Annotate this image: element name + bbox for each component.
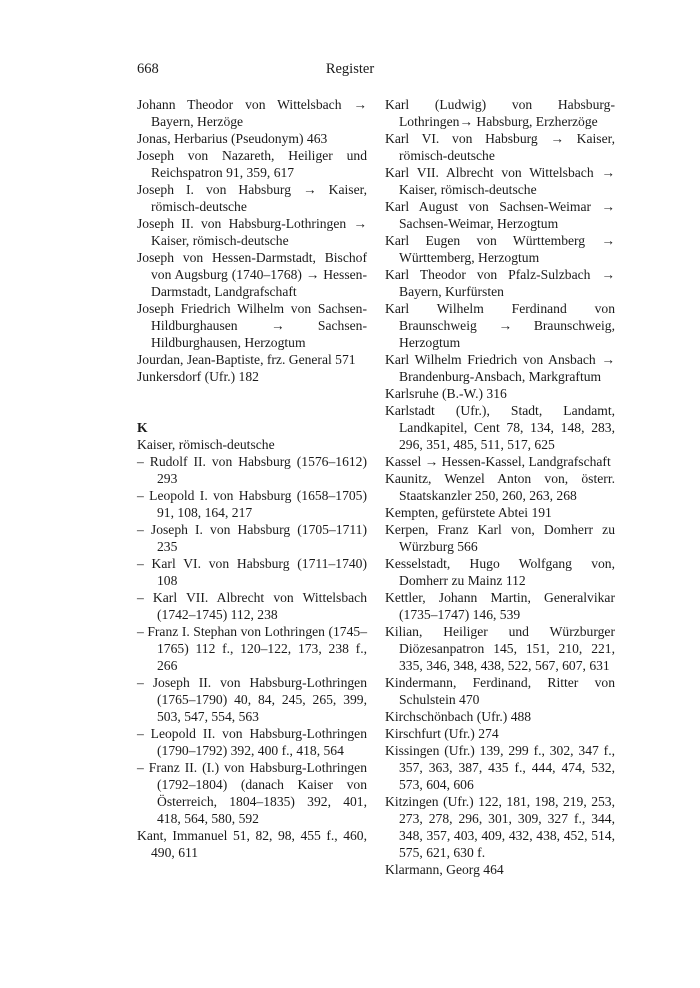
index-entry: Karl VII. Albrecht von Wittelsbach → Kaiser, römisch-deutsche xyxy=(385,165,615,197)
index-entry: Jourdan, Jean-Baptiste, frz. General 571 xyxy=(137,352,356,367)
index-entry: Karl Wilhelm Friedrich von Ansbach → Brandenburg-Ansbach, Markgraftum xyxy=(385,352,615,384)
index-entry: Kitzingen (Ufr.) 122, 181, 198, 219, 253, 273, 278, 296, 301, 309, 327 f., 344, 348, 357, 403, 409, 432, 438, 452, 514, 575, 621, 630 f. xyxy=(385,794,615,860)
page-number: 668 xyxy=(137,61,159,77)
index-entry: Jonas, Herbarius (Pseudonym) 463 xyxy=(137,131,328,146)
index-entry: Karl Wilhelm Ferdinand von Braunschweig → Braunschweig, Herzogtum xyxy=(385,301,615,350)
index-subentry: – Joseph I. von Habsburg (1705–1711) 235 xyxy=(137,522,367,554)
index-entry: Kant, Immanuel 51, 82, 98, 455 f., 460, 490, 611 xyxy=(137,828,367,860)
index-entry: Karlstadt (Ufr.), Stadt, Landamt, Landkapitel, Cent 78, 134, 148, 283, 296, 351, 485, 511, 517, 625 xyxy=(385,403,615,452)
index-subentry: – Joseph II. von Habsburg-Lothringen (1765–1790) 40, 84, 245, 265, 399, 503, 547, 554, 563 xyxy=(137,675,367,724)
index-entry: Kesselstadt, Hugo Wolfgang von, Domherr zu Mainz 112 xyxy=(385,556,615,588)
running-head: Register xyxy=(325,61,375,77)
index-entry: Kerpen, Franz Karl von, Domherr zu Würzburg 566 xyxy=(385,522,615,554)
index-entry: Karl August von Sachsen-Weimar → Sachsen-Weimar, Herzogtum xyxy=(385,199,615,231)
index-entry: Kempten, gefürstete Abtei 191 xyxy=(385,505,552,520)
index-entry: Kettler, Johann Martin, Generalvikar (1735–1747) 146, 539 xyxy=(385,590,615,622)
right-column xyxy=(385,96,615,878)
index-subentry: – Franz I. Stephan von Lothringen (1745–1765) 112 f., 120–122, 173, 238 f., 266 xyxy=(137,624,367,673)
index-subentry: – Karl VII. Albrecht von Wittelsbach (1742–1745) 112, 238 xyxy=(137,590,367,622)
index-entry: Kaiser, römisch-deutsche xyxy=(137,437,275,452)
index-entry: Kirchschönbach (Ufr.) 488 xyxy=(385,709,532,724)
index-entry: Karl (Ludwig) von Habsburg-Lothringen→ Habsburg, Erzherzöge xyxy=(385,97,615,129)
index-entry: Joseph von Hessen-Darmstadt, Bischof von Augsburg (1740–1768) → Hessen-Darmstadt, Landgrafschaft xyxy=(137,250,367,299)
index-entry: Kindermann, Ferdinand, Ritter von Schulstein 470 xyxy=(385,675,615,707)
index-entry: Joseph II. von Habsburg-Lothringen → Kaiser, römisch-deutsche xyxy=(137,216,367,248)
index-subentry: – Leopold I. von Habsburg (1658–1705) 91, 108, 164, 217 xyxy=(137,488,367,520)
left-column xyxy=(137,96,367,861)
index-entry: Karlsruhe (B.-W.) 316 xyxy=(385,386,507,401)
index-entry: Kilian, Heiliger und Würzburger Diözesanpatron 145, 151, 210, 221, 335, 346, 348, 438, 522, 567, 607, 631 xyxy=(385,624,615,673)
index-entry: Kirschfurt (Ufr.) 274 xyxy=(385,726,499,741)
index-entry: Junkersdorf (Ufr.) 182 xyxy=(137,369,259,384)
index-entry: Karl Theodor von Pfalz-Sulzbach → Bayern, Kurfürsten xyxy=(385,267,615,299)
index-entry: Joseph I. von Habsburg → Kaiser, römisch-deutsche xyxy=(137,182,367,214)
section-letter-heading: K xyxy=(137,420,148,435)
index-entry: Karl VI. von Habsburg → Kaiser, römisch-deutsche xyxy=(385,131,615,163)
index-subentry: – Leopold II. von Habsburg-Lothringen (1790–1792) 392, 400 f., 418, 564 xyxy=(137,726,367,758)
index-entry: Klarmann, Georg 464 xyxy=(385,862,504,877)
index-subentry: – Rudolf II. von Habsburg (1576–1612) 293 xyxy=(137,454,367,486)
index-entry: Karl Eugen von Württemberg → Württemberg, Herzogtum xyxy=(385,233,615,265)
index-entry: Kaunitz, Wenzel Anton von, österr. Staatskanzler 250, 260, 263, 268 xyxy=(385,471,615,503)
index-subentry: – Franz II. (I.) von Habsburg-Lothringen (1792–1804) (danach Kaiser von Österreich, 1804–1835) 392, 401, 418, 564, 580, 592 xyxy=(137,760,367,826)
index-entry: Joseph von Nazareth, Heiliger und Reichspatron 91, 359, 617 xyxy=(137,148,367,180)
index-subentry: – Karl VI. von Habsburg (1711–1740) 108 xyxy=(137,556,367,588)
index-entry: Kassel → Hessen-Kassel, Landgrafschaft xyxy=(385,454,611,469)
index-entry: Joseph Friedrich Wilhelm von Sachsen-Hildburghausen → Sachsen-Hildburghausen, Herzogtum xyxy=(137,301,367,350)
index-entry: Kissingen (Ufr.) 139, 299 f., 302, 347 f., 357, 363, 387, 435 f., 444, 474, 532, 573, 604, 606 xyxy=(385,743,615,792)
index-entry: Johann Theodor von Wittelsbach → Bayern, Herzöge xyxy=(137,97,367,129)
